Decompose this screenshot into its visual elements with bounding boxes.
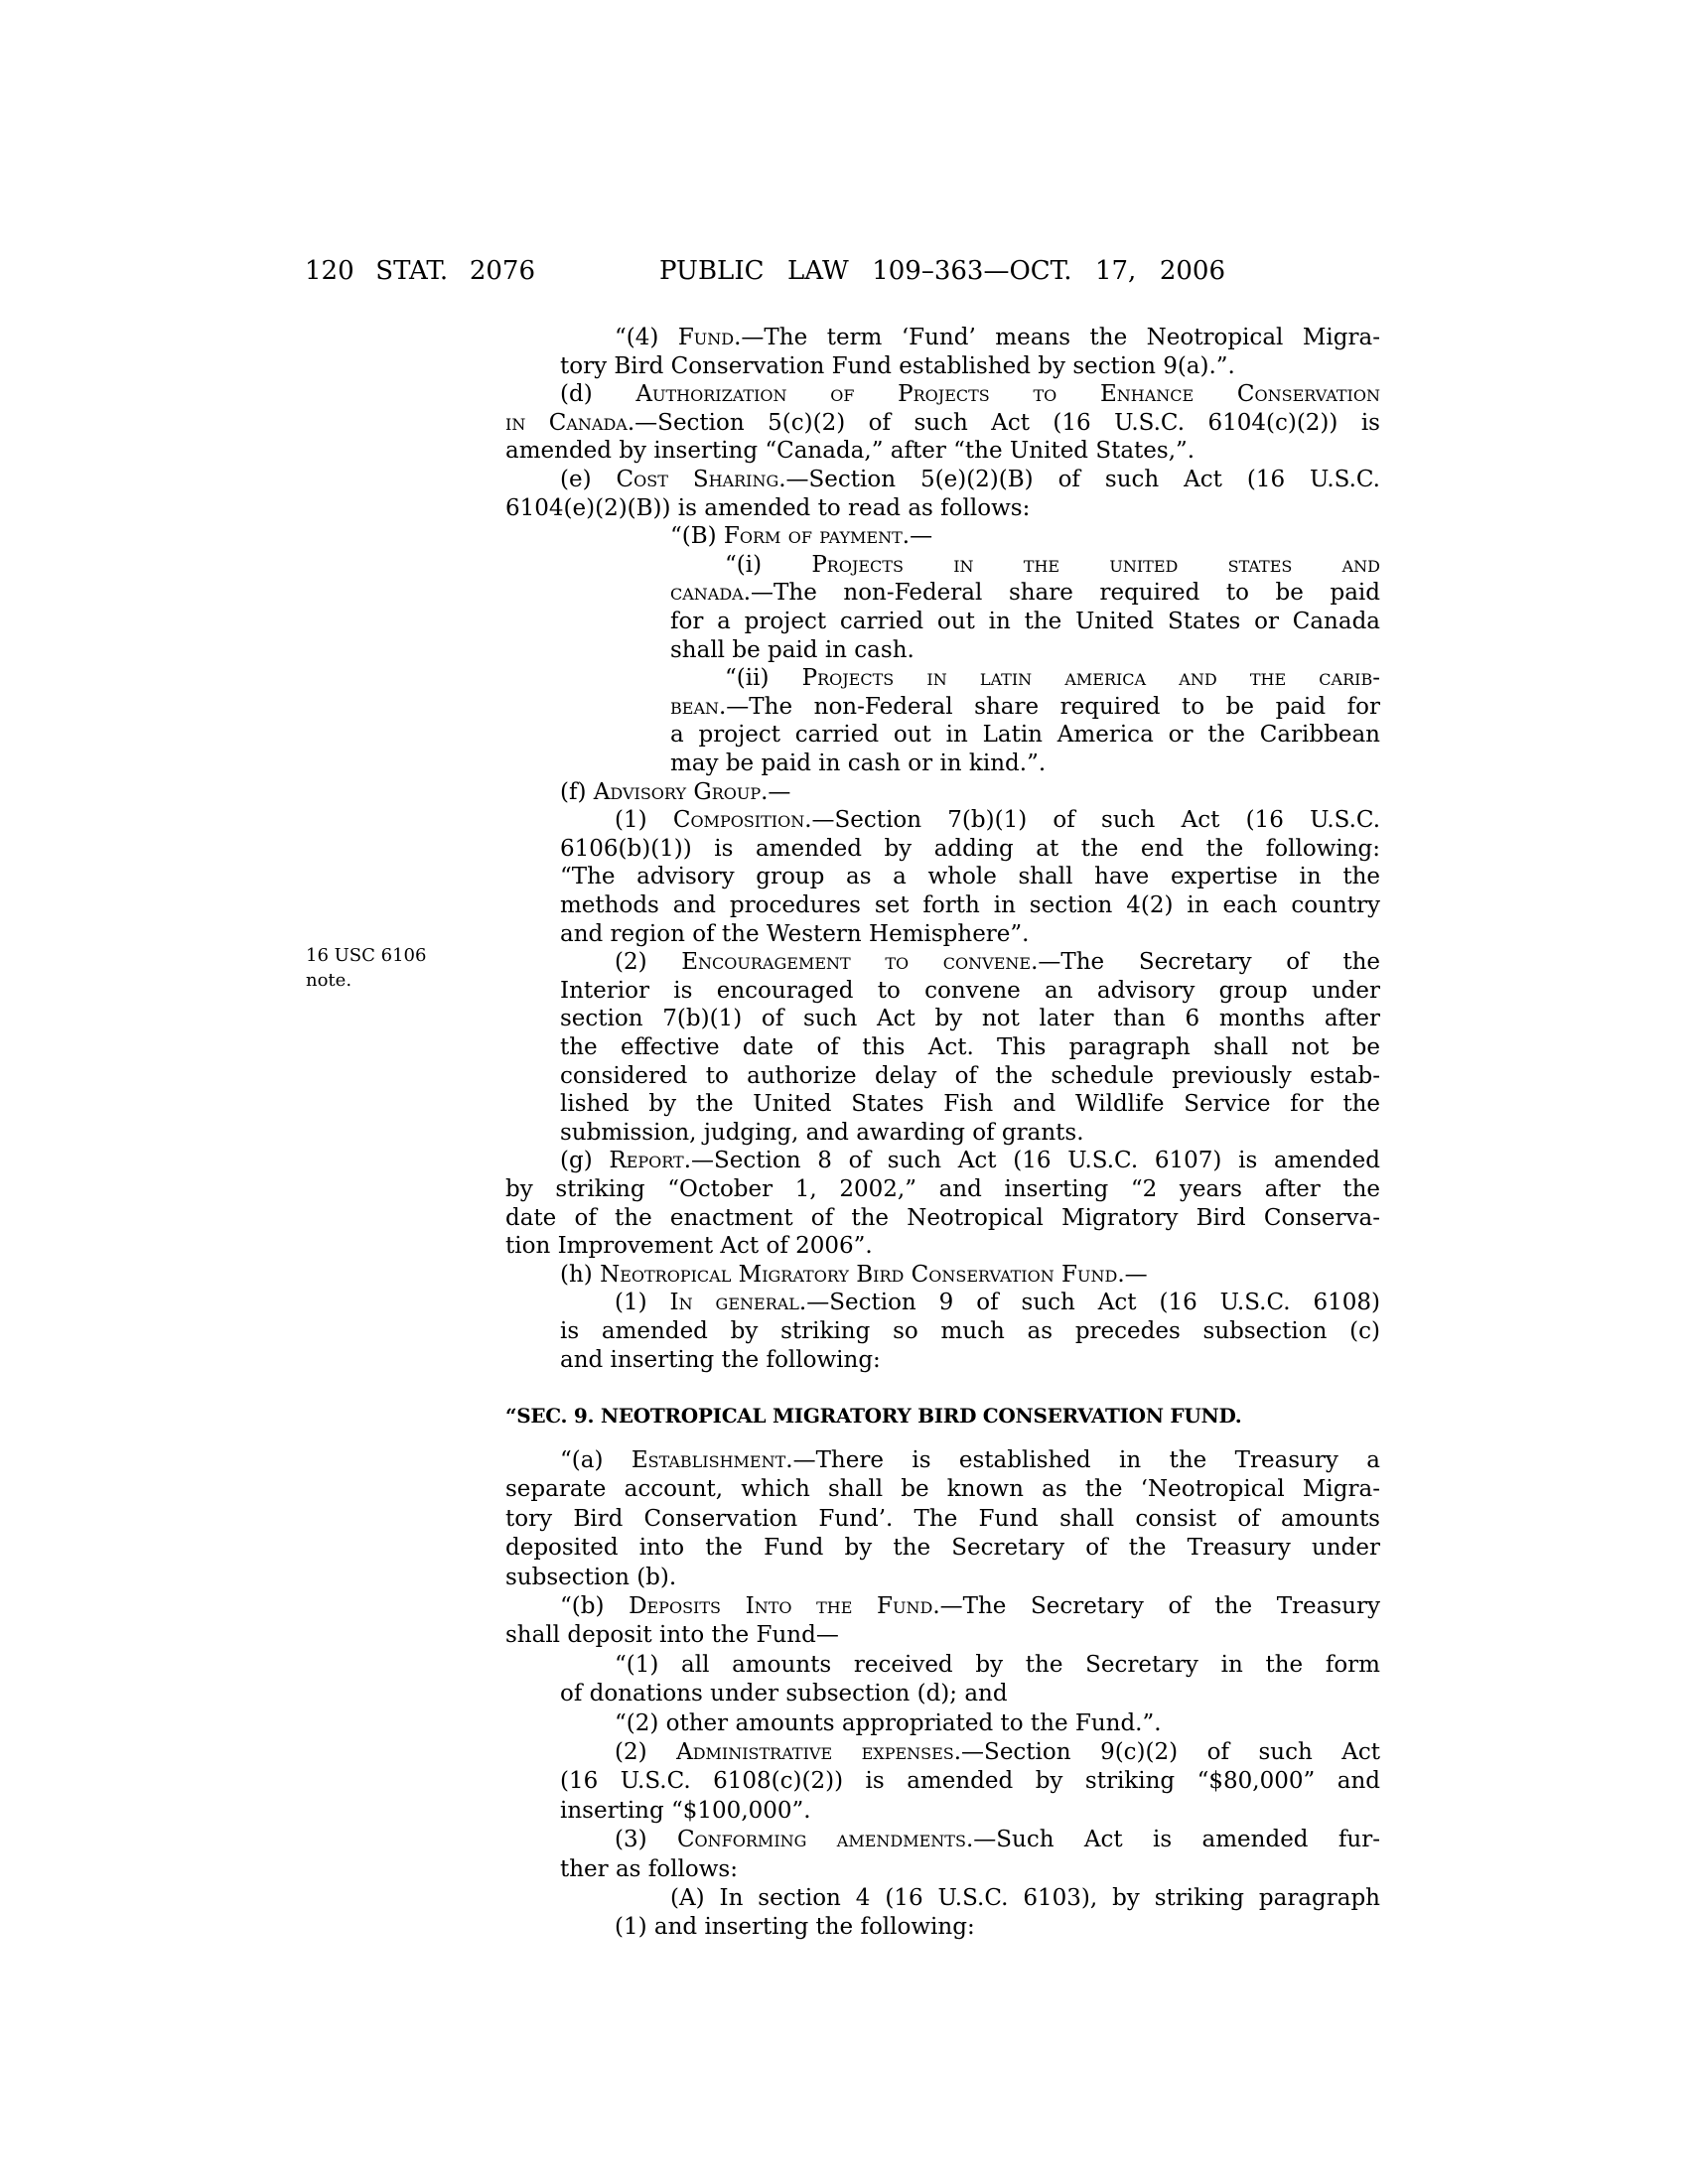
section-heading: “SEC. 9. NEOTROPICAL MIGRATORY BIRD CONSERVATION FUND.: [505, 1404, 1242, 1428]
text-run: “The advisory group as a whole shall have expertise in the: [560, 864, 1380, 890]
text-run: “(B): [670, 523, 724, 550]
text-line: [505, 437, 1380, 466]
text-line: [505, 1505, 1380, 1534]
text-run: “(b): [560, 1593, 630, 1619]
text-run: tory Bird Conservation Fund established by section 9(a).”.: [560, 352, 1235, 379]
text-run: .—: [761, 778, 791, 805]
text-line: [560, 1005, 1380, 1033]
text-run: “(i): [725, 551, 812, 578]
text-line: [615, 806, 1380, 835]
text-run: .—The term ‘Fund’ means the Neotropical Migra-: [734, 325, 1380, 350]
text-line: [505, 409, 1380, 438]
text-run: .—: [902, 523, 933, 550]
small-caps-heading: In general: [669, 1290, 799, 1316]
text-line: [505, 1564, 1380, 1592]
text-line: [670, 1884, 1380, 1913]
text-run: .—The Secretary of the: [1031, 949, 1380, 976]
text-run: “(a): [560, 1447, 632, 1473]
text-line: [725, 664, 1380, 693]
text-run: may be paid in cash or in kind.”.: [670, 751, 1047, 776]
text-line: [670, 579, 1380, 608]
text-run: of donations under subsection (d); and: [560, 1681, 1008, 1707]
text-line: [615, 1913, 1380, 1942]
text-run: methods and procedures set forth in section 4(2) in each country: [560, 892, 1380, 918]
small-caps-heading: Administrative expenses: [676, 1739, 954, 1765]
text-line: [560, 1090, 1380, 1119]
text-run: (2): [615, 949, 682, 976]
text-line: [560, 1767, 1380, 1796]
text-run: for a project carried out in the United States or Canada: [670, 609, 1380, 634]
running-header-title: PUBLIC LAW 109–363—OCT. 17, 2006: [659, 256, 1225, 286]
text-run: .—Section 5(c)(2) of such Act (16 U.S.C. 6104(c)(2)) is: [627, 409, 1380, 436]
text-line: [670, 636, 1380, 665]
text-run: a project carried out in Latin America or the Caribbean: [670, 722, 1380, 749]
margin-note-citation: 16 USC 6106: [306, 945, 427, 966]
text-line: [505, 1175, 1380, 1204]
text-run: “(1) all amounts received by the Secretary in the form: [615, 1651, 1380, 1678]
text-line: [615, 948, 1380, 977]
text-run: .—Section 5(e)(2)(B) of such Act (16 U.S.C.: [778, 467, 1380, 492]
text-run: subsection (b).: [505, 1564, 677, 1590]
text-line: [615, 1709, 1380, 1738]
text-run: section 7(b)(1) of such Act by not later than 6 months after: [560, 1006, 1380, 1032]
text-line: [560, 920, 1380, 949]
small-caps-heading: Establishment: [631, 1447, 786, 1473]
text-run: 6106(b)(1)) is amended by adding at the end the following:: [560, 835, 1380, 862]
text-line: [505, 1475, 1380, 1504]
small-caps-heading: Form of payment: [723, 523, 903, 550]
text-run: .—The non-Federal share required to be paid for: [719, 693, 1380, 720]
margin-note-suffix: note.: [306, 970, 352, 991]
text-run: the effective date of this Act. This paragraph shall not be: [560, 1034, 1380, 1060]
small-caps-heading: Cost Sharing: [616, 467, 779, 492]
text-run: .—Such Act is amended fur-: [965, 1827, 1380, 1853]
text-line: [670, 522, 1380, 551]
text-line: [560, 1797, 1380, 1826]
text-run: (g): [560, 1148, 610, 1174]
text-line: [670, 750, 1380, 778]
text-line: [725, 551, 1380, 580]
text-run: (h): [560, 1261, 601, 1288]
text-run: by striking “October 1, 2002,” and inserting “2 years after the: [505, 1176, 1380, 1202]
small-caps-heading: Fund: [677, 325, 735, 350]
text-run: submission, judging, and awarding of grants.: [560, 1119, 1084, 1146]
text-run: inserting “$100,000”.: [560, 1797, 811, 1824]
text-line: [505, 1534, 1380, 1563]
small-caps-heading: Composition: [672, 807, 805, 834]
small-caps-heading: Encouragement to convene: [681, 949, 1032, 976]
text-line: [670, 608, 1380, 636]
small-caps-heading: in Canada: [505, 409, 628, 436]
small-caps-heading: Report: [609, 1148, 684, 1174]
text-line: [505, 494, 1380, 523]
text-run: tory Bird Conservation Fund’. The Fund shall consist of amounts: [505, 1505, 1380, 1532]
text-run: amended by inserting “Canada,” after “the United States,”.: [505, 438, 1196, 465]
text-line: [560, 778, 1380, 807]
small-caps-heading: Neotropical Migratory Bird Conservation Fund: [600, 1261, 1118, 1288]
text-line: [615, 324, 1380, 352]
text-run: ther as follows:: [560, 1855, 738, 1882]
text-line: [560, 352, 1380, 381]
text-line: [560, 1855, 1380, 1884]
text-line: [615, 1651, 1380, 1680]
text-run: tion Improvement Act of 2006”.: [505, 1233, 873, 1260]
text-run: considered to authorize delay of the schedule previously estab-: [560, 1062, 1380, 1089]
text-run: (1): [615, 807, 673, 834]
text-run: lished by the United States Fish and Wildlife Service for the: [560, 1091, 1380, 1118]
text-run: shall be paid in cash.: [670, 636, 914, 663]
text-run: .—Section 8 of such Act (16 U.S.C. 6107) is amended: [683, 1148, 1380, 1174]
text-run: date of the enactment of the Neotropical Migratory Bird Conserva-: [505, 1204, 1380, 1231]
text-line: [560, 1592, 1380, 1621]
text-line: [560, 1680, 1380, 1708]
small-caps-heading: Advisory Group: [593, 778, 762, 805]
text-run: .—The Secretary of the Treasury: [932, 1593, 1380, 1619]
small-caps-heading: Authorization of Projects to Enhance Conservation: [635, 381, 1380, 408]
text-run: shall deposit into the Fund—: [505, 1622, 839, 1649]
text-line: [560, 1062, 1380, 1091]
text-run: Interior is encouraged to convene an advisory group under: [560, 977, 1380, 1004]
text-run: (1): [615, 1290, 670, 1316]
text-line: [560, 466, 1380, 494]
text-line: [560, 1119, 1380, 1148]
text-run: .—Section 7(b)(1) of such Act (16 U.S.C.: [804, 807, 1381, 834]
text-line: [615, 1289, 1380, 1317]
text-run: deposited into the Fund by the Secretary of the Treasury under: [505, 1535, 1380, 1562]
text-run: “(ii): [725, 665, 802, 692]
margin-note: [306, 943, 426, 993]
small-caps-heading: Conforming amendments: [676, 1827, 966, 1853]
text-run: .—: [1117, 1261, 1148, 1288]
text-run: is amended by striking so much as precedes subsection (c): [560, 1318, 1380, 1344]
text-run: “(2) other amounts appropriated to the Fund.”.: [615, 1709, 1162, 1736]
text-run: .—Section 9(c)(2) of such Act: [953, 1739, 1380, 1765]
page-reference: 120 STAT. 2076: [305, 256, 535, 286]
text-line: [615, 1826, 1380, 1854]
text-run: (3): [615, 1827, 677, 1853]
text-line: [560, 1261, 1380, 1290]
small-caps-heading: Deposits Into the Fund: [629, 1593, 933, 1619]
text-run: (16 U.S.C. 6108(c)(2)) is amended by striking “$80,000” and: [560, 1768, 1380, 1795]
text-run: separate account, which shall be known as the ‘Neotropical Migra-: [505, 1476, 1380, 1503]
small-caps-heading: canada: [670, 580, 744, 607]
text-line: [560, 380, 1380, 409]
text-run: (f): [560, 778, 594, 805]
text-line: [560, 863, 1380, 891]
text-line: [560, 1346, 1380, 1375]
text-line: [560, 1033, 1380, 1062]
text-line: [560, 1446, 1380, 1475]
text-line: [560, 1147, 1380, 1175]
text-run: .—There is established in the Treasury a: [785, 1447, 1380, 1473]
small-caps-heading: bean: [670, 693, 719, 720]
text-run: and region of the Western Hemisphere”.: [560, 920, 1030, 947]
text-run: and inserting the following:: [560, 1346, 881, 1373]
text-line: [670, 693, 1380, 722]
small-caps-heading: Projects in the united states and: [811, 551, 1380, 578]
text-line: [615, 1738, 1380, 1767]
text-run: “(4): [615, 325, 678, 350]
text-line: [560, 891, 1380, 920]
text-line: [560, 835, 1380, 864]
text-run: 6104(e)(2)(B)) is amended to read as follows:: [505, 494, 1031, 521]
text-line: [505, 1204, 1380, 1233]
text-run: .—Section 9 of such Act (16 U.S.C. 6108): [798, 1290, 1381, 1316]
text-line: [560, 1317, 1380, 1346]
text-run: (1) and inserting the following:: [615, 1914, 975, 1941]
text-run: (A) In section 4 (16 U.S.C. 6103), by striking paragraph: [670, 1885, 1380, 1911]
text-line: [505, 1621, 1380, 1650]
text-line: [505, 1232, 1380, 1261]
text-run: (d): [560, 381, 636, 408]
small-caps-heading: Projects in latin america and the carib-: [801, 665, 1380, 692]
text-run: (e): [560, 467, 617, 492]
text-run: .—The non-Federal share required to be paid: [743, 580, 1380, 607]
text-run: (2): [615, 1739, 677, 1765]
text-line: [560, 977, 1380, 1006]
text-line: [670, 721, 1380, 750]
